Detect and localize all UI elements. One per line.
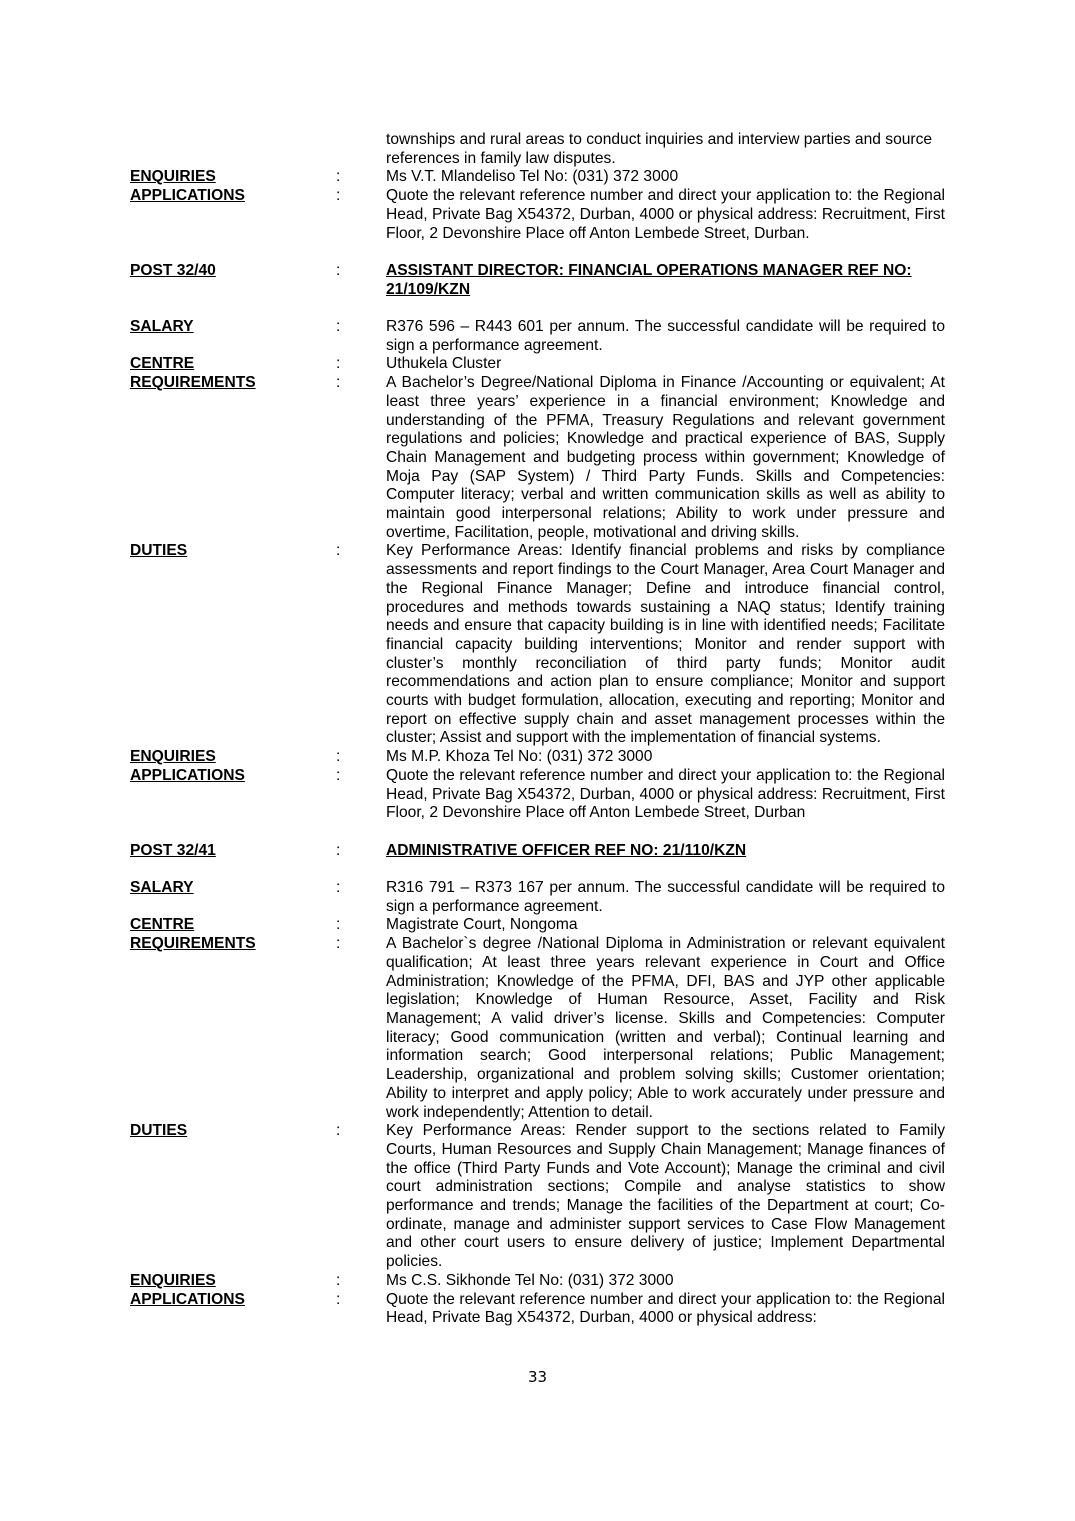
applications-row (130, 1291, 945, 1328)
post-title: ADMINISTRATIVE OFFICER REF NO: 21/110/KZN (386, 841, 747, 859)
duties-value: Key Performance Areas: Identify financial problems and risks by compliance assessments and report findings to the Court Manager, Area Court Manager and the Regional Finance Manager; Define and introduce financial control, procedures and methods towards sustaining a NAQ status; Identify training needs and ensure that capacity building is in line with identified needs; Facilitate financial capacity building interventions; Monitor and render support with cluster’s monthly reconciliation of third party funds; Monitor audit recommendations and action plan to ensure compliance; Monitor and support courts with budget formulation, allocation, executing and reporting; Monitor and report on effective supply chain and asset management processes within the cluster; Assist and support with the implementation of financial systems. (386, 542, 945, 747)
colon: : (336, 879, 341, 897)
requirements-row (130, 374, 945, 542)
enquiries-row (130, 748, 945, 767)
colon: : (336, 748, 341, 766)
document-page (130, 131, 945, 1328)
colon: : (336, 766, 341, 784)
centre-value: Magistrate Court, Nongoma (386, 916, 578, 934)
colon: : (336, 1122, 341, 1140)
centre-row (130, 916, 945, 935)
post-label: POST 32/41 (130, 841, 216, 859)
colon: : (336, 187, 341, 205)
salary-row (130, 318, 945, 355)
centre-label: CENTRE (130, 355, 195, 373)
applications-value: Quote the relevant reference number and direct your application to: the Regional Head, Private Bag X54372, Durban, 4000 or physical address: (386, 1290, 945, 1327)
requirements-label: REQUIREMENTS (130, 935, 256, 953)
salary-value: R316 791 – R373 167 per annum. The successful candidate will be required to sign a performance agreement. (386, 879, 945, 915)
colon: : (336, 168, 341, 186)
duties-row (130, 1122, 945, 1272)
duties-row (130, 542, 945, 748)
applications-label: APPLICATIONS (130, 1290, 245, 1308)
enquiries-label: ENQUIRIES (130, 748, 216, 766)
duties-label: DUTIES (130, 1122, 188, 1140)
centre-value: Uthukela Cluster (386, 355, 502, 373)
requirements-value: A Bachelor`s degree /National Diploma in Administration or relevant equivalent qualification; At least three years relevant experience in Court and Office Administration; Knowledge of the PFMA, DFI, BAS and JYP other applicable legislation; Knowledge of Human Resource, Asset, Facility and Risk Management; A valid driver’s license. Skills and Competencies: Computer literacy; Good communication (written and verbal); Continual learning and information search; Good interpersonal relations; Public Management; Leadership, organizational and problem solving skills; Customer orientation; Ability to interpret and apply policy; Able to work accurately under pressure and work independently; Attention to detail. (386, 935, 945, 1121)
colon: : (336, 1290, 341, 1308)
enquiries-value: Ms C.S. Sikhonde Tel No: (031) 372 3000 (386, 1271, 674, 1289)
applications-value: Quote the relevant reference number and direct your application to: the Regional Head, Private Bag X54372, Durban, 4000 or physical address: Recruitment, First Floor, 2 Devonshire Place off Anton Lembede Street, Durban. (386, 187, 945, 242)
enquiries-value: Ms M.P. Khoza Tel No: (031) 372 3000 (386, 748, 653, 766)
applications-label: APPLICATIONS (130, 187, 245, 205)
applications-row (130, 767, 945, 823)
applications-value: Quote the relevant reference number and direct your application to: the Regional Head, Private Bag X54372, Durban, 4000 or physical address: Recruitment, First Floor, 2 Devonshire Place off Anton Lembede Street, Durban (386, 766, 945, 822)
post-label: POST 32/40 (130, 261, 216, 279)
colon: : (336, 935, 341, 953)
enquiries-row (130, 168, 945, 187)
page-number: 33 (527, 1368, 548, 1386)
colon: : (336, 355, 341, 373)
requirements-value: A Bachelor’s Degree/National Diploma in Finance /Accounting or equivalent; At least three years’ experience in a financial environment; Knowledge and understanding of the PFMA, Treasury Regulations and relevant government regulations and policies; Knowledge and practical experience of BAS, Supply Chain Management and budgeting process within government; Knowledge of Moja Pay (SAP System) / Third Party Funds. Skills and Competencies: Computer literacy; verbal and written communication skills as well as ability to maintain good interpersonal relations; Ability to work under pressure and overtime, Facilitation, people, motivational and driving skills. (386, 374, 945, 541)
continuation-row (130, 131, 945, 168)
centre-row (130, 355, 945, 374)
salary-label: SALARY (130, 879, 194, 897)
salary-value: R376 596 – R443 601 per annum. The successful candidate will be required to sign a performance agreement. (386, 318, 945, 354)
colon: : (336, 1271, 341, 1289)
colon: : (336, 261, 341, 279)
salary-label: SALARY (130, 318, 194, 335)
applications-row (130, 187, 945, 243)
colon: : (336, 318, 341, 335)
enquiries-label: ENQUIRIES (130, 168, 216, 186)
duties-label: DUTIES (130, 542, 188, 560)
post-title: ASSISTANT DIRECTOR: FINANCIAL OPERATIONS MANAGER REF NO: 21/109/KZN (386, 261, 912, 298)
colon: : (336, 841, 341, 859)
enquiries-value: Ms V.T. Mlandeliso Tel No: (031) 372 3000 (386, 168, 679, 186)
post-header-row (130, 262, 945, 299)
colon: : (336, 916, 341, 934)
continuation-text: townships and rural areas to conduct inquiries and interview parties and source references in family law disputes. (386, 131, 933, 167)
requirements-label: REQUIREMENTS (130, 374, 256, 392)
colon: : (336, 374, 341, 392)
post-header-row (130, 842, 945, 861)
salary-row (130, 879, 945, 916)
duties-value: Key Performance Areas: Render support to the sections related to Family Courts, Human Resources and Supply Chain Management; Manage finances of the office (Third Party Funds and Vote Account); Manage the criminal and civil court administration sections; Compile and analyse statistics to show performance and trends; Manage the facilities of the Department at court; Co-ordinate, manage and administer support services to Case Flow Management and other court users to ensure delivery of justice; Implement Departmental policies. (386, 1122, 945, 1271)
enquiries-row (130, 1272, 945, 1291)
applications-label: APPLICATIONS (130, 766, 245, 784)
colon: : (336, 542, 341, 560)
enquiries-label: ENQUIRIES (130, 1271, 216, 1289)
requirements-row (130, 935, 945, 1122)
centre-label: CENTRE (130, 916, 195, 934)
